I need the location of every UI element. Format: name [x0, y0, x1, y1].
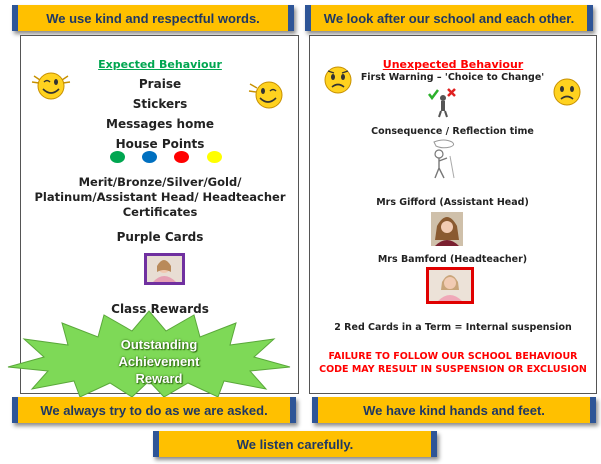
certificates-text: Merit/Bronze/Silver/Gold/ Platinum/Assistant Head/ Headteacher Certificates: [34, 175, 286, 219]
headteacher-text: Mrs Bamford (Headteacher): [377, 254, 528, 265]
house-dot-green: [110, 151, 125, 163]
list-item-stickers: Stickers: [132, 97, 188, 111]
house-dot-red: [174, 151, 189, 163]
bottom-left-banner-text: We always try to do as we are asked.: [40, 402, 268, 418]
top-left-banner: [12, 5, 294, 31]
red-card-photo: [426, 267, 474, 304]
bottom-right-banner-text: We have kind hands and feet.: [363, 402, 545, 418]
purple-cards-label: Purple Cards: [116, 230, 204, 244]
top-left-banner-text: We use kind and respectful words.: [46, 10, 260, 26]
house-dot-yellow: [207, 151, 222, 163]
top-right-banner: [305, 5, 593, 31]
assistant-head-text: Mrs Gifford (Assistant Head): [376, 197, 529, 208]
bottom-center-banner: [153, 431, 437, 457]
unexpected-behaviour-title: Unexpected Behaviour: [382, 58, 524, 71]
list-item-praise: Praise: [138, 77, 182, 91]
person-photo-icon: [147, 256, 182, 282]
assistant-head-photo: [431, 212, 463, 246]
list-item-messages-home: Messages home: [106, 117, 214, 131]
winking-smiley-icon: [28, 68, 74, 102]
expected-behaviour-title: Expected Behaviour: [98, 58, 222, 71]
tick-cross-figure-icon: [426, 86, 460, 118]
consequence-text: Consequence / Reflection time: [371, 126, 534, 137]
thinking-figure-icon: [426, 138, 464, 180]
purple-card-photo: [144, 253, 185, 285]
person-photo-icon: [429, 270, 471, 301]
list-item-house-points: House Points: [115, 137, 205, 151]
class-rewards-label: Class Rewards: [111, 302, 209, 316]
bottom-center-banner-text: We listen carefully.: [236, 436, 354, 452]
bottom-right-banner: [312, 397, 596, 423]
house-dot-blue: [142, 151, 157, 163]
bottom-left-banner: [12, 397, 296, 423]
person-photo-icon: [431, 212, 463, 246]
winking-smiley-icon: [246, 78, 292, 112]
red-cards-text: 2 Red Cards in a Term = Internal suspension: [334, 322, 572, 333]
top-right-banner-text: We look after our school and each other.: [323, 10, 575, 26]
award-text: Outstanding Achievement Reward: [118, 337, 200, 386]
failure-warning-text: FAILURE TO FOLLOW OUR SCHOOL BEHAVIOUR CODE MAY RESULT IN SUSPENSION OR EXCLUSION: [319, 351, 587, 375]
first-warning-text: First Warning – 'Choice to Change': [360, 72, 545, 83]
